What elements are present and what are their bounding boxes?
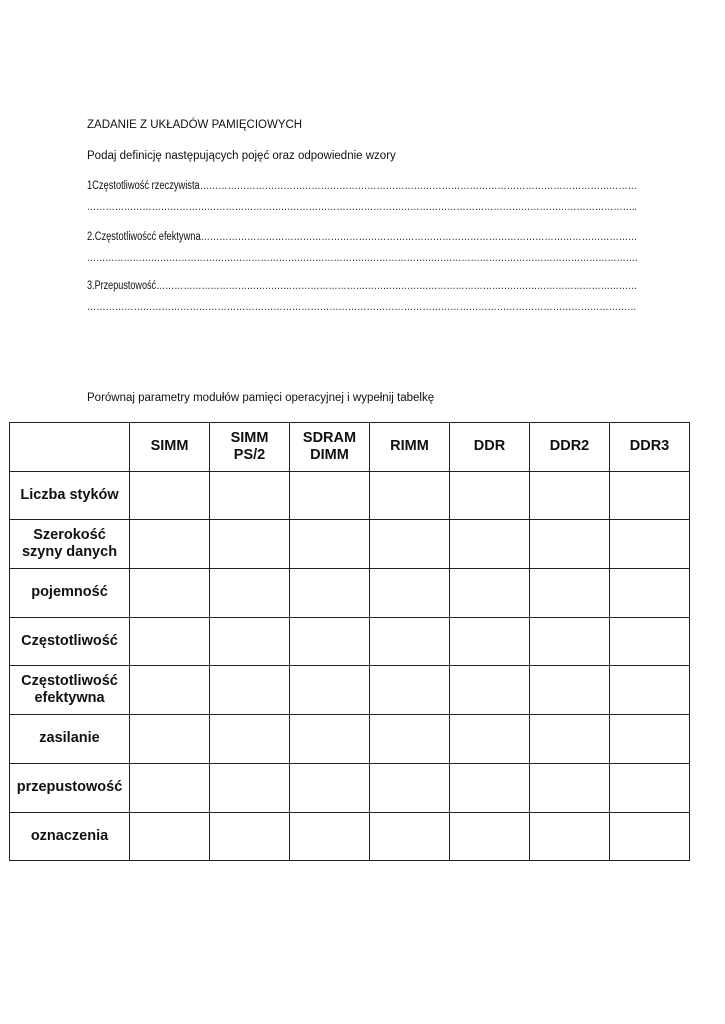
table-cell[interactable] <box>530 471 610 520</box>
question-3-line-2: …………………………………………………………………………………………………………………………………………………………… <box>87 301 637 313</box>
table-cell[interactable] <box>130 471 210 520</box>
table-cell[interactable] <box>610 569 690 618</box>
table-cell[interactable] <box>610 812 690 861</box>
table-cell[interactable] <box>610 763 690 812</box>
table-cell[interactable] <box>210 666 290 715</box>
row-header-power-supply: zasilanie <box>10 715 130 764</box>
table-row <box>10 471 690 520</box>
table-cell[interactable] <box>530 715 610 764</box>
column-header-sdram-dimm-label: SDRAM DIMM <box>302 429 357 463</box>
table-cell[interactable] <box>290 666 370 715</box>
row-header-frequency: Częstotliwość <box>10 617 130 666</box>
table-cell[interactable] <box>530 617 610 666</box>
compare-instruction: Porównaj parametry modułów pamięci operacyjnej i wypełnij tabelkę <box>87 392 435 404</box>
table-cell[interactable] <box>610 666 690 715</box>
table-cell[interactable] <box>130 520 210 569</box>
table-cell[interactable] <box>210 715 290 764</box>
table-cell[interactable] <box>450 617 530 666</box>
table-cell[interactable] <box>530 812 610 861</box>
table-cell[interactable] <box>450 520 530 569</box>
row-header-bus-width <box>10 520 130 569</box>
column-header-simm-ps2 <box>210 423 290 472</box>
table-row <box>10 617 690 666</box>
table-cell[interactable] <box>210 569 290 618</box>
table-row <box>10 666 690 715</box>
column-header-simm-ps2-label: SIMM PS/2 <box>230 429 269 463</box>
row-header-capacity: pojemność <box>10 569 130 618</box>
question-2-line-1: 2.Częstotliwoścć efektywna…………………………………………………………………………………………………………………………… <box>87 231 638 243</box>
table-cell[interactable] <box>370 666 450 715</box>
table-cell[interactable] <box>130 715 210 764</box>
table-cell[interactable] <box>130 569 210 618</box>
table-row <box>10 569 690 618</box>
row-header-effective-frequency <box>10 666 130 715</box>
table-cell[interactable] <box>370 569 450 618</box>
table-cell[interactable] <box>370 471 450 520</box>
table-cell[interactable] <box>290 569 370 618</box>
memory-modules-table <box>9 422 690 861</box>
row-header-effective-frequency-label: Częstotliwość efektywna <box>21 673 118 707</box>
column-header-sdram-dimm <box>290 423 370 472</box>
table-cell[interactable] <box>290 471 370 520</box>
table-cell[interactable] <box>530 520 610 569</box>
table-cell[interactable] <box>290 715 370 764</box>
table-cell[interactable] <box>370 812 450 861</box>
table-cell[interactable] <box>290 617 370 666</box>
table-row <box>10 763 690 812</box>
table-cell[interactable] <box>370 617 450 666</box>
table-cell[interactable] <box>130 617 210 666</box>
row-header-bandwidth: przepustowość <box>10 763 130 812</box>
table-cell[interactable] <box>130 763 210 812</box>
question-1-line-1: 1Częstotliwość rzeczywista…………………………………………………………………………………………………………………………… <box>87 180 637 192</box>
document-title: ZADANIE Z UKŁADÓW PAMIĘCIOWYCH <box>87 119 303 131</box>
table-header-row <box>10 423 690 472</box>
table-cell[interactable] <box>130 812 210 861</box>
column-header-ddr3: DDR3 <box>610 423 690 472</box>
table-cell[interactable] <box>210 471 290 520</box>
table-row <box>10 812 690 861</box>
column-header-rimm: RIMM <box>370 423 450 472</box>
table-cell[interactable] <box>610 617 690 666</box>
table-cell[interactable] <box>210 812 290 861</box>
table-cell[interactable] <box>450 715 530 764</box>
table-cell[interactable] <box>450 812 530 861</box>
table-cell[interactable] <box>530 666 610 715</box>
table-cell[interactable] <box>290 812 370 861</box>
table-cell[interactable] <box>450 763 530 812</box>
table-cell[interactable] <box>530 763 610 812</box>
row-header-bus-width-label: Szerokość szyny danych <box>21 527 118 561</box>
table-cell[interactable] <box>610 520 690 569</box>
table-cell[interactable] <box>610 471 690 520</box>
table-cell[interactable] <box>450 471 530 520</box>
table-cell[interactable] <box>290 763 370 812</box>
table-cell[interactable] <box>210 520 290 569</box>
table-cell[interactable] <box>450 569 530 618</box>
table-cell[interactable] <box>370 520 450 569</box>
column-header-ddr2: DDR2 <box>530 423 610 472</box>
table-cell[interactable] <box>210 617 290 666</box>
table-cell[interactable] <box>610 715 690 764</box>
table-cell[interactable] <box>290 520 370 569</box>
table-cell[interactable] <box>450 666 530 715</box>
table-cell[interactable] <box>370 763 450 812</box>
table-row <box>10 715 690 764</box>
table-corner-cell <box>10 423 130 472</box>
row-header-contacts: Liczba styków <box>10 471 130 520</box>
question-3-line-1: 3.Przepustowość…………………………………………………………………………………………………………………………………………… <box>87 280 637 292</box>
table-cell[interactable] <box>370 715 450 764</box>
column-header-simm: SIMM <box>130 423 210 472</box>
definition-instruction: Podaj definicję następujących pojęć oraz odpowiednie wzory <box>87 150 396 162</box>
table-row <box>10 520 690 569</box>
table-cell[interactable] <box>210 763 290 812</box>
column-header-ddr: DDR <box>450 423 530 472</box>
question-2-line-2: ………………………………………………………………………………………………………………………………………………………………. <box>87 252 638 264</box>
question-1-line-2: …………………………………………………………………………………………………………………………………………………………….. <box>87 201 637 213</box>
table-cell[interactable] <box>530 569 610 618</box>
table-cell[interactable] <box>130 666 210 715</box>
row-header-designations: oznaczenia <box>10 812 130 861</box>
